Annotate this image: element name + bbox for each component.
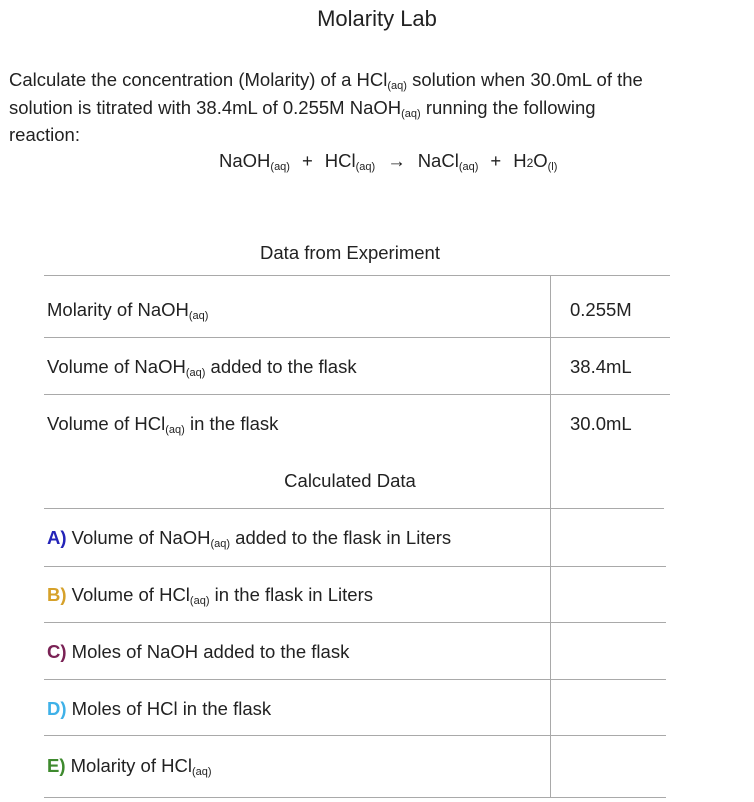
letter-label: A): [47, 527, 67, 548]
plus-sign: +: [490, 150, 502, 171]
table-divider: [44, 679, 666, 680]
state-subscript: (l): [547, 161, 558, 173]
row-label: Volume of NaOH: [47, 356, 186, 377]
experiment-header: Data from Experiment: [260, 242, 440, 263]
product-water-o: O: [533, 150, 548, 171]
reaction-equation: [219, 150, 557, 172]
row-label: Volume of HCl: [47, 413, 166, 434]
product-water: H: [513, 150, 527, 171]
state-subscript: (aq): [165, 424, 185, 436]
row-label: added to the flask in Liters: [230, 527, 452, 548]
calc-row-a: [47, 527, 451, 549]
state-subscript: (aq): [189, 595, 210, 607]
problem-line-3: reaction:: [9, 124, 80, 145]
letter-label: E): [47, 755, 66, 776]
state-subscript: (aq): [185, 367, 206, 379]
page-title: Molarity Lab: [317, 6, 437, 31]
state-subscript: (aq): [387, 80, 407, 92]
row-label: Molarity of HCl: [65, 755, 192, 776]
table-divider: [44, 566, 666, 567]
experiment-row-naoh-molarity: [47, 299, 208, 321]
subscript-two: 2: [526, 156, 534, 170]
problem-text: solution when 30.0mL of the: [406, 69, 643, 90]
problem-line-2: [9, 94, 749, 122]
row-label: Volume of NaOH: [66, 527, 211, 548]
table-divider: [44, 275, 670, 276]
row-label: Moles of HCl in the flask: [66, 698, 272, 719]
experiment-row-hcl-volume: [47, 413, 278, 435]
row-label: Volume of HCl: [66, 584, 190, 605]
state-subscript: (aq): [458, 161, 479, 173]
calc-row-c: [47, 641, 349, 663]
table-divider: [44, 508, 664, 509]
value-naoh-volume: 38.4mL: [570, 356, 632, 377]
calc-row-b: [47, 584, 373, 606]
row-label: added to the flask: [205, 356, 357, 377]
state-subscript: (aq): [270, 161, 290, 173]
calc-row-e: [47, 755, 212, 777]
reaction-arrow-icon: →: [387, 150, 406, 171]
letter-label: B): [47, 584, 67, 605]
product-nacl: NaCl: [417, 150, 459, 171]
problem-text: Calculate the concentration (Molarity) of a HCl: [9, 69, 388, 90]
letter-label: D): [47, 698, 67, 719]
state-subscript: (aq): [191, 766, 212, 778]
problem-statement: [9, 66, 749, 149]
value-hcl-volume: 30.0mL: [570, 413, 632, 434]
row-label: in the flask in Liters: [209, 584, 373, 605]
table-divider: [44, 394, 670, 395]
calc-row-d: [47, 698, 271, 720]
plus-sign: +: [301, 150, 313, 171]
row-label: in the flask: [184, 413, 279, 434]
problem-text: running the following: [420, 96, 596, 118]
state-subscript: (aq): [401, 107, 421, 120]
table-divider: [44, 735, 666, 736]
value-naoh-molarity: 0.255M: [570, 299, 632, 320]
experiment-row-naoh-volume: [47, 356, 357, 378]
state-subscript: (aq): [355, 161, 376, 173]
row-label: Molarity of NaOH: [47, 299, 189, 320]
problem-line-1: [9, 66, 749, 94]
table-divider: [44, 797, 666, 798]
calculated-header: Calculated Data: [284, 470, 416, 491]
state-subscript: (aq): [210, 538, 231, 550]
column-divider: [550, 508, 551, 798]
problem-text: solution is titrated with 38.4mL of 0.255M NaOH: [9, 96, 402, 118]
reactant-hcl: HCl: [324, 150, 356, 171]
letter-label: C): [47, 641, 67, 662]
row-label: Moles of NaOH added to the flask: [66, 641, 350, 662]
state-subscript: (aq): [188, 310, 209, 322]
reactant-naoh: NaOH: [219, 150, 271, 171]
table-divider: [44, 337, 670, 338]
table-divider: [44, 622, 666, 623]
